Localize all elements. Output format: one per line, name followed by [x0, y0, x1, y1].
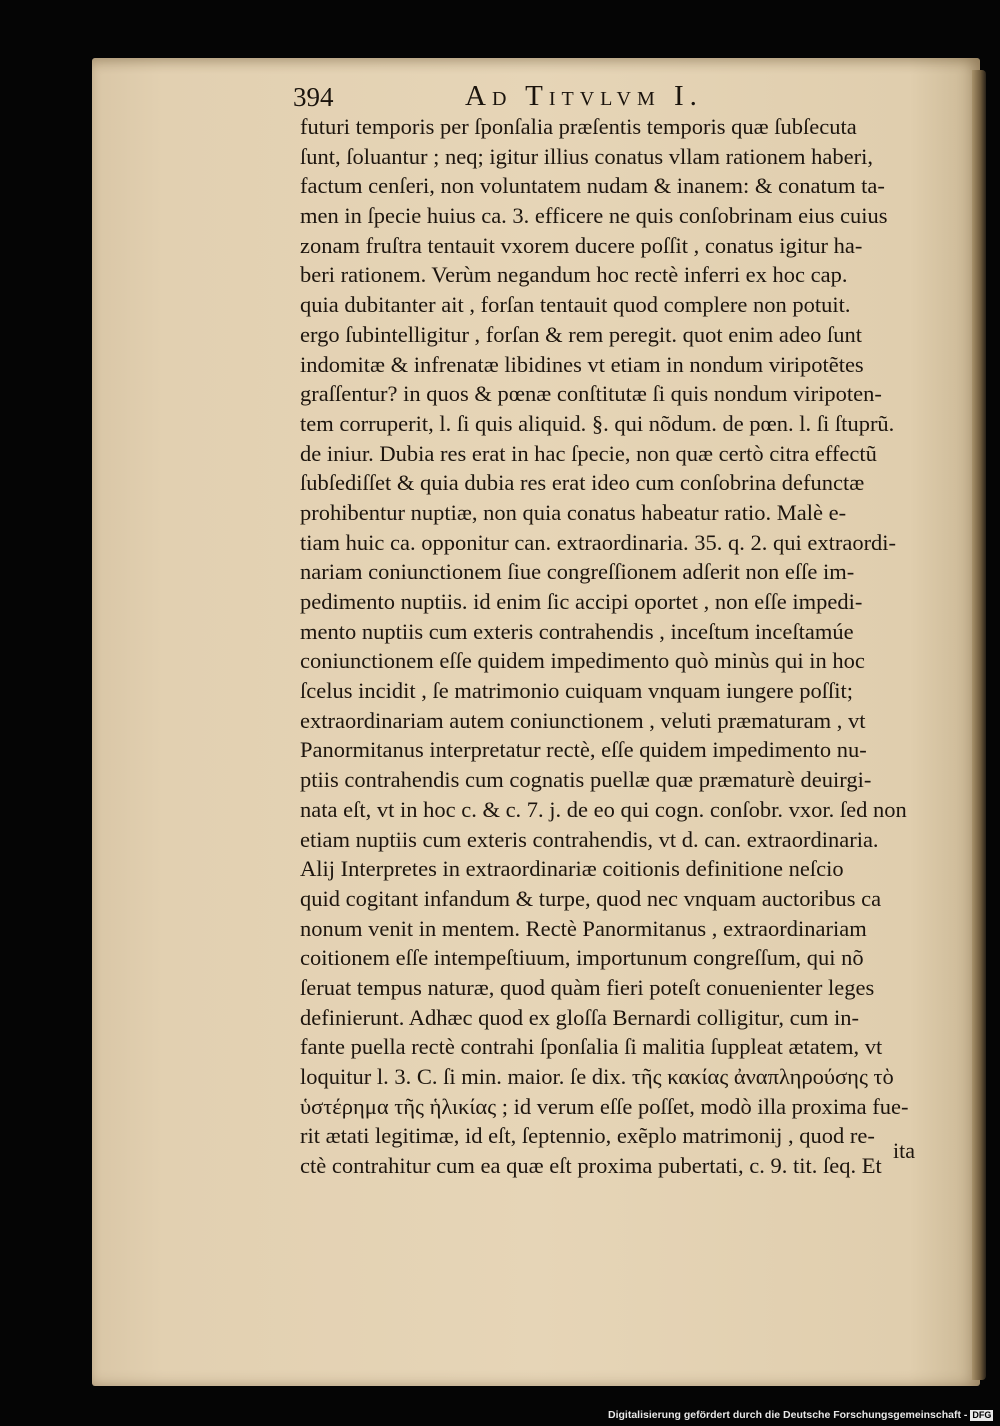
text-line: nata eſt, vt in hoc c. & c. 7. j. de eo qui cogn. conſobr. vxor. ſed non	[300, 796, 907, 822]
text-line: prohibentur nuptiæ, non quia conatus habeatur ratio. Malè e-	[300, 499, 847, 525]
text-line: etiam nuptiis cum exteris contrahendis, vt d. can. extraordinaria.	[300, 826, 879, 852]
text-line: beri rationem. Verùm negandum hoc rectè inferri ex hoc cap.	[300, 262, 848, 288]
text-line: tem corruperit, l. ſi quis aliquid. §. qui nõdum. de pœn. l. ſi ſtuprũ.	[300, 410, 895, 436]
text-line: coitionem eſſe intempeſtiuum, importunum congreſſum, qui nõ	[300, 945, 864, 971]
text-line: de iniur. Dubia res erat in hac ſpecie, non quæ certò citra effectũ	[300, 440, 877, 466]
dfg-logo: DFG	[972, 1410, 992, 1420]
text-line: graſſentur? in quos & pœnæ conſtitutæ ſi quis nondum viripoten-	[300, 381, 882, 407]
text-line: ſubſediſſet & quia dubia res erat ideo cum conſobrina defunctæ	[300, 470, 865, 496]
text-line: pedimento nuptiis. id enim ſic accipi oportet , non eſſe impedi-	[300, 589, 863, 614]
text-line: ſunt, ſoluantur ; neq; igitur illius conatus vllam rationem haberi,	[300, 143, 874, 169]
body-text	[300, 112, 985, 1181]
text-line: Panormitanus interpretatur rectè, eſſe quidem impedimento nu-	[300, 737, 867, 763]
text-line: rit ætati legitimæ, id eſt, ſeptennio, exẽplo matrimonij , quod re-	[300, 1123, 875, 1149]
text-line: mento nuptiis cum exteris contrahendis , inceſtum inceſtamúe	[300, 618, 854, 644]
text-line: Alij Interpretes in extraordinariæ coitionis definitione neſcio	[300, 856, 844, 882]
text-line: ὑστέρημα τῆς ἡλικίας ; id verum eſſe poſſet, modò illa proxima fue-	[300, 1093, 909, 1119]
text-line: ctè contrahitur cum ea quæ eſt proxima pubertati, c. 9. tit. ſeq. Et	[300, 1153, 882, 1179]
catchword: ita	[893, 1138, 915, 1163]
text-line: extraordinariam autem coniunctionem , veluti præmaturam , vt	[300, 707, 866, 733]
text-line: ptiis contrahendis cum cognatis puellæ quæ præmaturè deuirgi-	[300, 767, 872, 793]
text-line: quid cogitant infandum & turpe, quod nec vnquam auctoribus ca	[300, 885, 882, 911]
text-line: zonam fruſtra tentauit vxorem ducere poſſit , conatus igitur ha-	[300, 232, 863, 258]
text-line: futuri temporis per ſponſalia præſentis temporis quæ ſubſecuta	[300, 114, 857, 139]
text-line: definierunt. Adhæc quod ex gloſſa Bernardi colligitur, cum in-	[300, 1004, 859, 1030]
text-line: ergo ſubintelligitur , forſan & rem peregit. quot enim adeo ſunt	[300, 321, 862, 347]
text-line: fante puella rectè contrahi ſponſalia ſi malitia ſuppleat ætatem, vt	[300, 1034, 883, 1060]
text-line: indomitæ & infrenatæ libidines vt etiam in nondum viripotẽtes	[300, 351, 864, 377]
digitization-credit	[608, 1409, 993, 1421]
text-line: men in ſpecie huius ca. 3. efficere ne quis conſobrinam eius cuius	[300, 203, 888, 229]
text-line: quia dubitanter ait , forſan tentauit quod complere non potuit.	[300, 292, 851, 318]
running-title: Ad Titvlvm I.	[465, 80, 703, 112]
text-line: nariam coniunctionem ſiue congreſſionem adſerit non eſſe im-	[300, 559, 855, 585]
text-line: factum cenſeri, non voluntatem nudam & inanem: & conatum ta-	[300, 173, 885, 199]
text-line: tiam huic ca. opponitur can. extraordinaria. 35. q. 2. qui extraordi-	[300, 529, 897, 555]
credit-text: Digitalisierung gefördert durch die Deutsche Forschungsgemeinschaft -	[608, 1409, 968, 1421]
text-line: coniunctionem eſſe quidem impedimento quò minùs qui in hoc	[300, 648, 865, 674]
page-number: 394	[293, 82, 334, 112]
text-line: ſcelus incidit , ſe matrimonio cuiquam vnquam iungere poſſit;	[300, 678, 854, 704]
text-line: loquitur l. 3. C. ſi min. maior. ſe dix. τῆς κακίας ἀναπληρούσης τὸ	[300, 1064, 894, 1089]
text-line: nonum venit in mentem. Rectè Panormitanus , extraordinariam	[300, 915, 867, 941]
text-line: ſeruat tempus naturæ, quod quàm fieri poteſt conuenienter leges	[300, 974, 875, 1000]
